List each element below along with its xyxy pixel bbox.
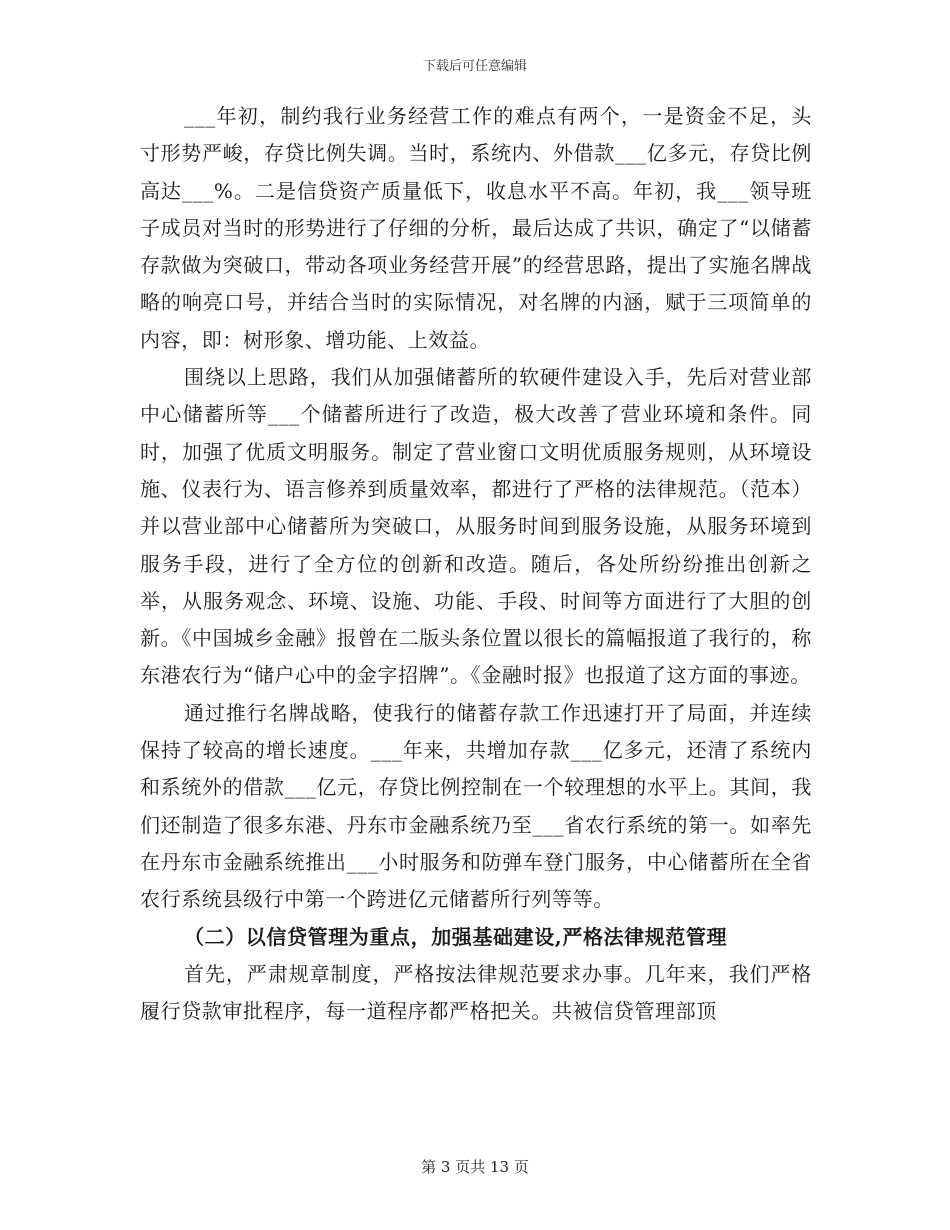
body-paragraph-1: ___年初，制约我行业务经营工作的难点有两个，一是资金不足，头寸形势严峻，存贷比例失调。当时，系统内、外借款___亿多元，存贷比例高达___%。二是信贷资产质量低下，收息水平不高。年初，我___领导班子成员对当时的形势进行了仔细的分析，最后达成了共识，确定了“以储蓄存款做为突破口，带动各项业务经营开展”的经营思路，提出了实施名牌战略的响亮口号，并结合当时的实际情况，对名牌的内涵，赋于三项简单的内容，即：树形象、增功能、上效益。 [140, 104, 812, 352]
page-number-footer: 第 3 页共 13 页 [421, 1158, 529, 1176]
document-body [140, 98, 812, 1030]
page-header-note: 下载后可任意编辑 [422, 59, 527, 74]
section-paragraph: 首先，严肃规章制度，严格按法律规范要求办事。几年来，我们严格履行贷款审批程序，每一道程序都严格把关。共被信贷管理部顶 [140, 961, 812, 1024]
section-heading: （二）以信贷管理为重点，加强基础建设,严格法律规范管理 [184, 924, 728, 949]
body-paragraph-3: 通过推行名牌战略，使我行的储蓄存款工作迅速打开了局面，并连续保持了较高的增长速度。___年来，共增加存款___亿多元，还清了系统内和系统外的借款___亿元，存贷比例控制在一个较理想的水平上。其间，我们还制造了很多东港、丹东市金融系统乃至___省农行系统的第一。如率先在丹东市金融系统推出___小时服务和防弹车登门服务，中心储蓄所在全省农行系统县级行中第一个跨进亿元储蓄所行列等等。 [140, 700, 812, 912]
body-paragraph-2: 围绕以上思路，我们从加强储蓄所的软硬件建设入手，先后对营业部中心储蓄所等___个储蓄所进行了改造，极大改善了营业环境和条件。同时，加强了优质文明服务。制定了营业窗口文明优质服务规则，从环境设施、仪表行为、语言修养到质量效率，都进行了严格的法律规范。（范本）并以营业部中心储蓄所为突破口，从服务时间到服务设施，从服务环境到服务手段，进行了全方位的创新和改造。随后，各处所纷纷推出创新之举，从服务观念、环境、设施、功能、手段、时间等方面进行了大胆的创新。《中国城乡金融》报曾在二版头条位置以很长的篇幅报道了我行的，称东港农行为“储户心中的金字招牌”。《金融时报》也报道了这方面的事迹。 [140, 365, 812, 688]
